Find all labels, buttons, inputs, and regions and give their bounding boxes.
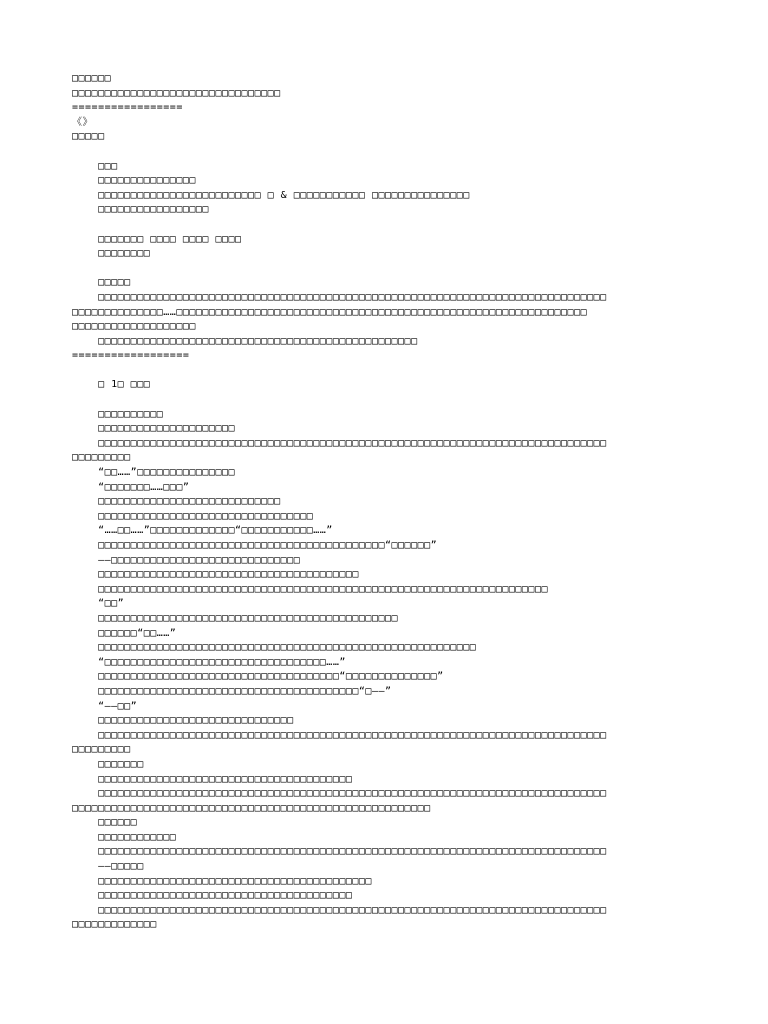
text-line: □□□□□□□□□□□□□□□□□□□□□□□□□□□□□□□□□□□□□□□□□□□□□□ — [72, 612, 399, 624]
text-line: “——□□” — [72, 700, 138, 712]
text-line: □□□□□ — [72, 277, 131, 289]
text-line: □□□□□□□□□□□□□□□□□□□□□□□□□□□□□□□□□□□□□□□□□□□□□□□□□□□□□□□□□□□□□□□□□□□□□□□□□□□□□□ — [72, 904, 607, 916]
text-line: □□□□□□□□□□□□ — [72, 831, 177, 843]
text-line: □□□□□□□□□□□□□□□□□□□□□□□□□□□□□□□□□□□□□□□□□□□□□□□□□□□□□□□ — [72, 802, 431, 814]
text-line — [72, 262, 702, 277]
text-line: □□□□□□□□□□□□□□□□□□□□□ — [72, 423, 236, 435]
text-line: □□□□□□□□□□□□□□□□□□□□□□□□□□□□□□□□□□□□□□□□□□ — [72, 875, 372, 887]
text-line: □□□□□□□□□□□□□□□□□□□□□□□□□□□□□□□□□□□□□□□□ — [72, 569, 359, 581]
text-line: □□□□□□□□□□□□□□□□□□□□□□□□□□□□□□□□□□□□□□□□□□□□□□□□□□□□□□□□□□□□□□□□□□□□□□□□□□□□□□ — [72, 291, 607, 303]
text-line: □□□□□□□□□□□□□□□□□□□□□□□□□□□□□□□□□□□□□□□□□□□□□□□□□□□□□□□□□□□□□□□□□□□□□ — [72, 583, 548, 595]
text-line: □□□□□□□□□□□□□□□□□□□□□□□□□□□□□□□□□ — [72, 510, 314, 522]
text-line: ================== — [72, 350, 190, 362]
text-line: “……□□……”□□□□□□□□□□□□□“□□□□□□□□□□□……” — [72, 525, 333, 537]
text-line: □□□□□□□□□□□□□□□□□□□□□□□□□□□□ — [72, 496, 281, 508]
text-line: “□□……”□□□□□□□□□□□□□□□ — [72, 467, 236, 479]
text-line: □□□□□□□□ — [72, 248, 151, 260]
text-line — [72, 145, 702, 160]
text-line: “□□□□□□□……□□□” — [72, 481, 190, 493]
text-line: □□□□□□□□□□□□□□□□□□□□□□□□□□□□□□□□□□□□□□□□□□□□□□□□□□□□□□□□□□ — [72, 642, 477, 654]
text-line: □□□□□□□□□□□□□□□□□□□□□□□□□□□□□□□□□□□□□□□□□□□□□□□□□□□□□□□□□□□□□□□□□□□□□□□□□□□□□□ — [72, 846, 607, 858]
text-line: □□□□□ — [72, 131, 105, 143]
text-line: □□□□□□ — [72, 73, 112, 84]
text-line: □□□□□□□□□ — [72, 744, 131, 756]
text-line: “□□□□□□□□□□□□□□□□□□□□□□□□□□□□□□□□□□……” — [72, 656, 346, 668]
text-line: □□□□□□ — [72, 817, 138, 829]
text-line — [72, 393, 702, 408]
text-line: ================= — [72, 102, 183, 114]
text-line: ——□□□□□ — [72, 861, 144, 873]
text-line: □□□□□□□□□□□□□□□□□□□□□□□□□ □ & □□□□□□□□□□□ □□□□□□□□□□□□□□□ — [72, 189, 470, 201]
text-line — [72, 364, 702, 379]
text-line: ——□□□□□□□□□□□□□□□□□□□□□□□□□□□□□ — [72, 554, 301, 566]
document-text — [72, 72, 702, 933]
text-line: □ 1□ □□□ — [72, 379, 151, 391]
text-line: □□□□□□□ — [72, 758, 144, 770]
text-line: □□□□□□□□□□□□□□□□□□□□□□□□□□□□□□□□□□□□□□□□□□□□“□□□□□□” — [72, 540, 438, 551]
text-line: □□□□□□□□□□□□□ — [72, 919, 157, 931]
text-line: 《》 — [72, 116, 93, 128]
text-line: □□□□□□□□□□□□□□□□□□□□□□□□□□□□□□□□□□□□□□□ — [72, 773, 353, 785]
text-line: □□□□□□□□□□□□□□□□□□□□□□□□□□□□□□□□□□□□□□□□□□□□□□□□□□□□□□□□□□□□□□□□□□□□□□□□□□□□□□ — [72, 437, 607, 449]
text-line: □□□□□□□□□□□□□□□□□□□□□□□□□□□□□□□□□□□□□□□□□□□□□□□□□□□□□□□□□□□□□□□□□□□□□□□□□□□□□□ — [72, 729, 607, 741]
text-line: □□□□□□“□□……” — [72, 627, 177, 639]
text-line: □□□ — [72, 160, 118, 172]
text-line: □□□□□□□□□□□□□□□□□ — [72, 204, 209, 216]
text-line: □□□□□□□ □□□□ □□□□ □□□□ — [72, 233, 242, 245]
text-line: □□□□□□□□□□ — [72, 408, 164, 420]
text-line: □□□□□□□□□□□□□□□□□□□ — [72, 321, 196, 333]
text-line: □□□□□□□□□□□□□□□□□□□□□□□□□□□□□□□□ — [72, 87, 281, 99]
text-line: □□□□□□□□□□□□□□□□□□□□□□□□□□□□□□□□□□□□□“□□□□□□□□□□□□□□” — [72, 671, 444, 683]
text-line: □□□□□□□□□□□□□□□□□□□□□□□□□□□□□□□□□□□□□□□ — [72, 890, 353, 902]
text-line: □□□□□□□□□□□□□□□ — [72, 175, 196, 187]
text-line: □□□□□□□□□ — [72, 452, 131, 464]
text-line: □□□□□□□□□□□□□□□□□□□□□□□□□□□□□□□□□□□□□□□□□□□□□□□□□□□□□□□□□□□□□□□□□□□□□□□□□□□□□□ — [72, 788, 607, 800]
text-line: “□□” — [72, 598, 125, 610]
text-line: □□□□□□□□□□□□□□□□□□□□□□□□□□□□□□□□□□□□□□□□“□——” — [72, 685, 392, 697]
text-line: □□□□□□□□□□□□□□……□□□□□□□□□□□□□□□□□□□□□□□□□□□□□□□□□□□□□□□□□□□□□□□□□□□□□□□□□□□□□□□ — [72, 306, 588, 318]
text-line — [72, 218, 702, 233]
text-line: □□□□□□□□□□□□□□□□□□□□□□□□□□□□□□□□□□□□□□□□□□□□□□□□□ — [72, 335, 418, 347]
text-line: □□□□□□□□□□□□□□□□□□□□□□□□□□□□□□ — [72, 715, 294, 727]
